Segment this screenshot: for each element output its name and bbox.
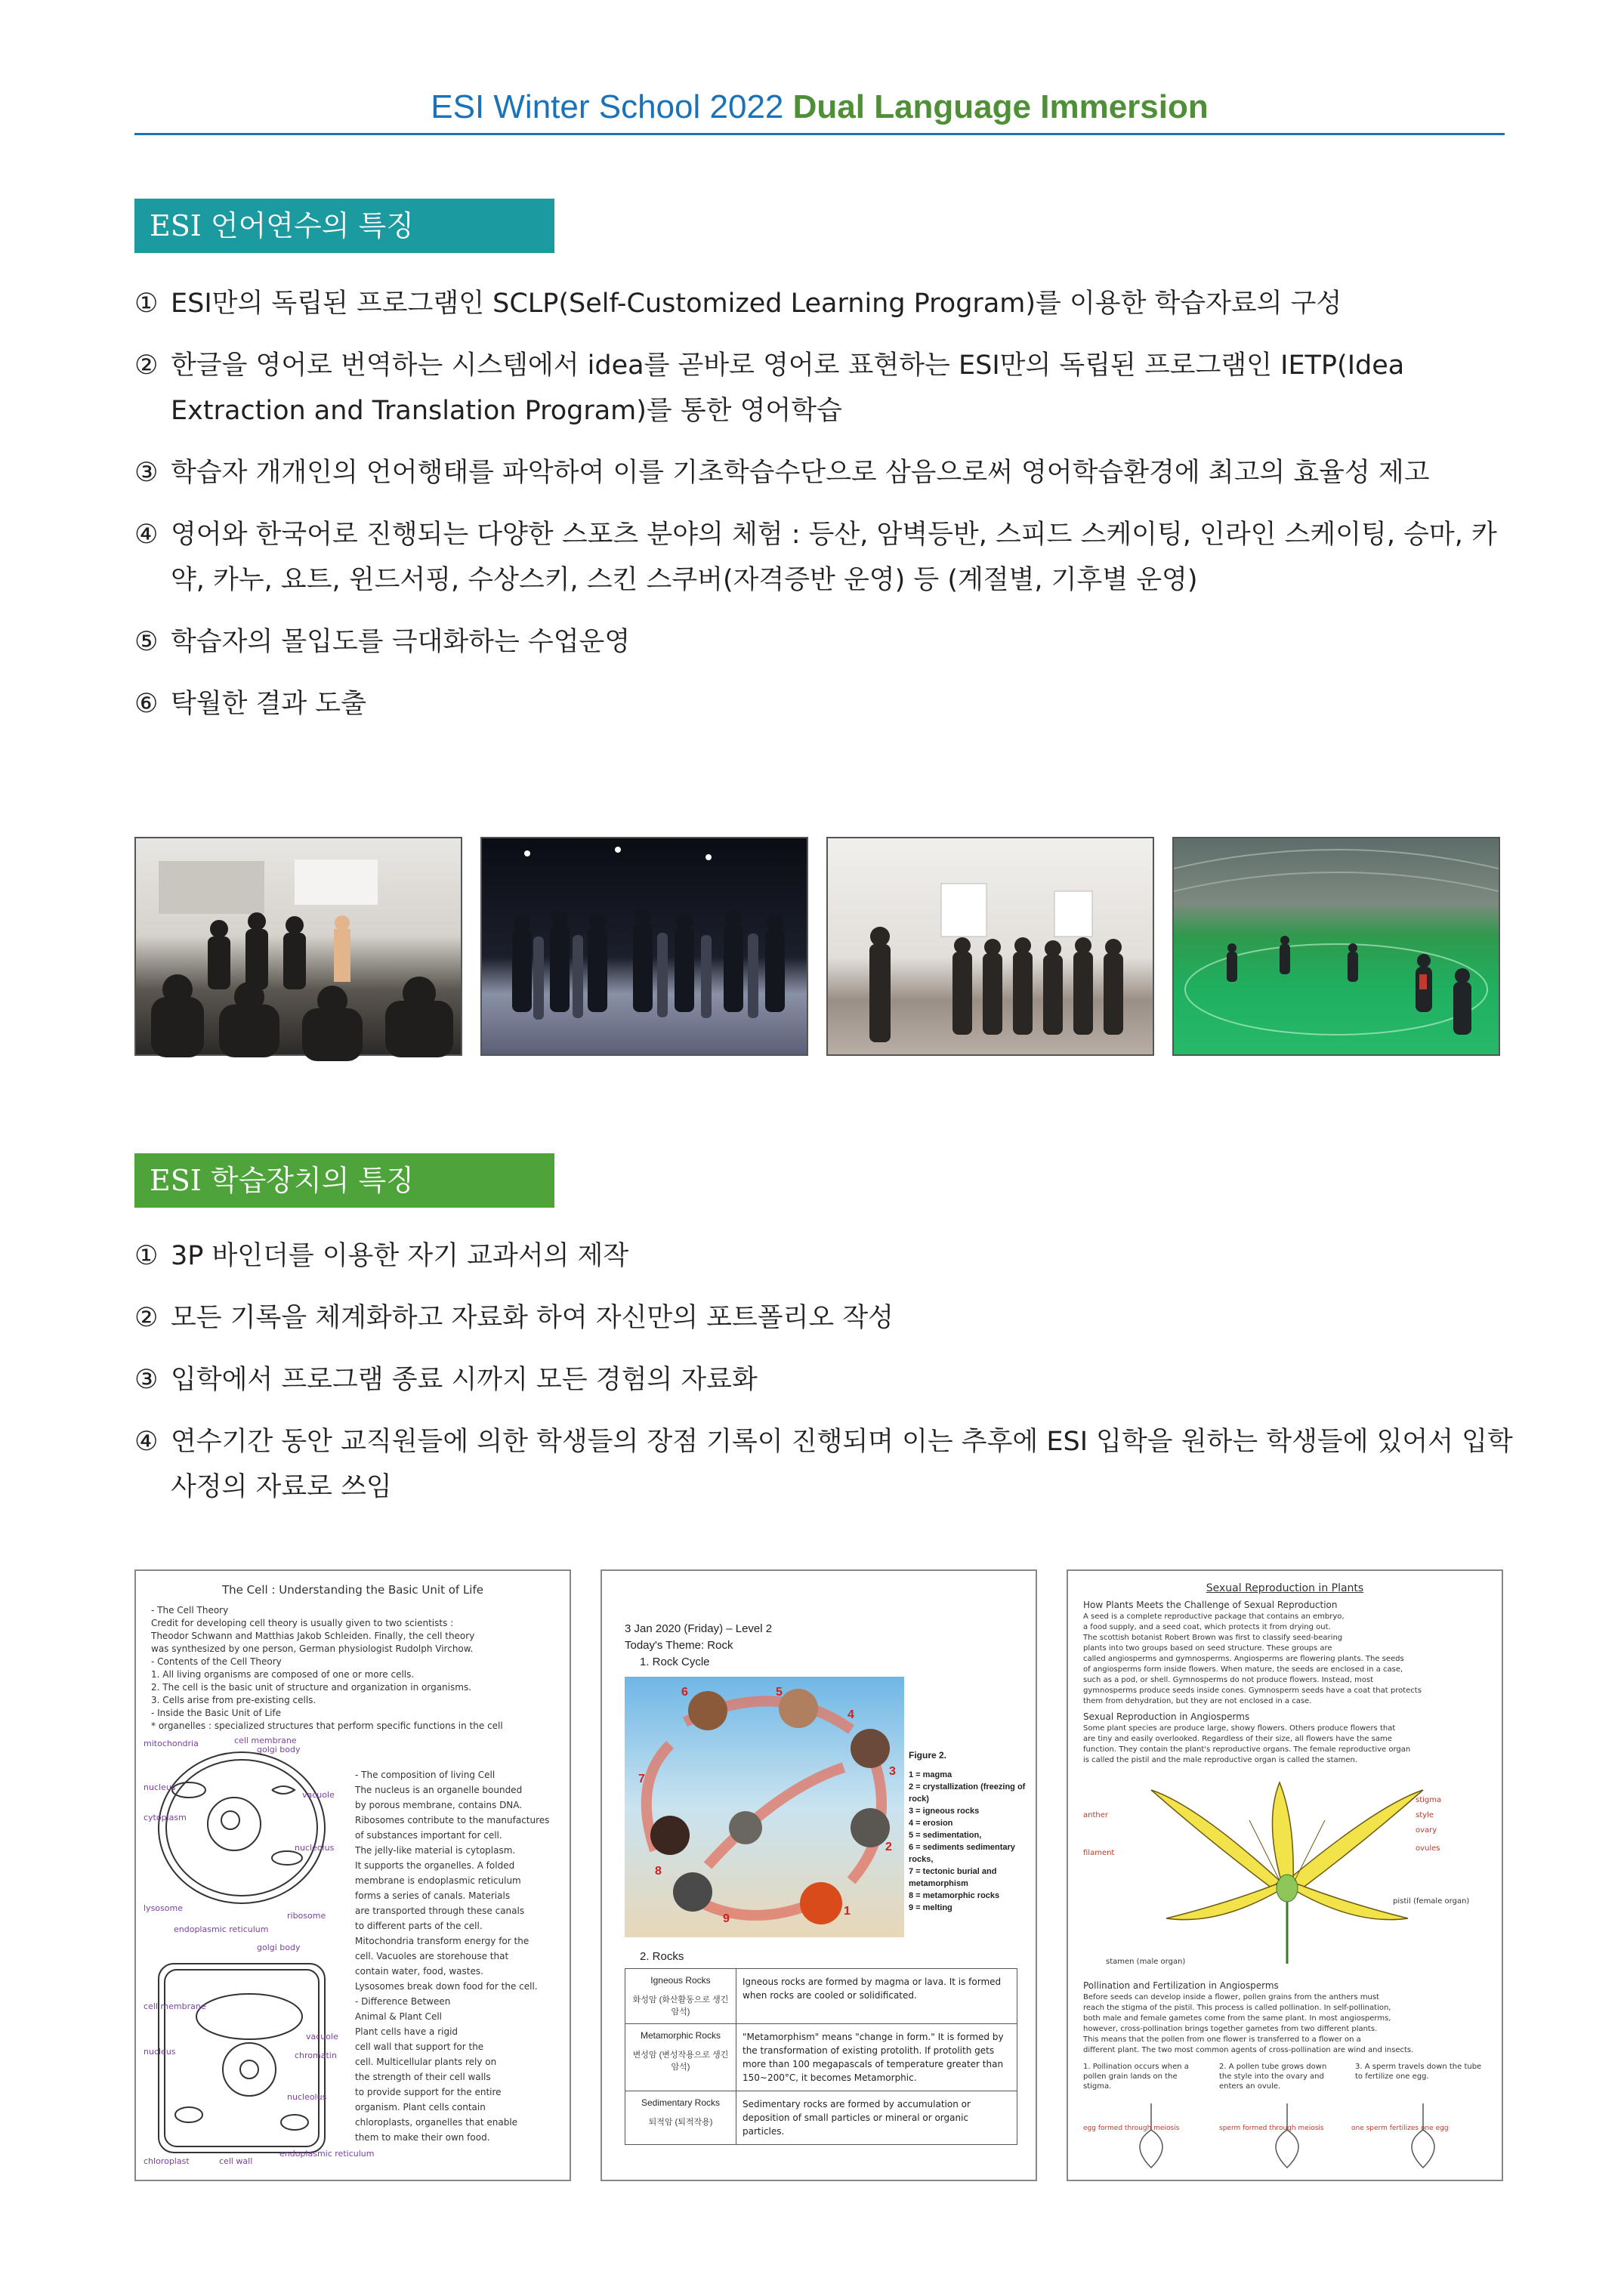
note-line: contain water, food, wastes. (355, 1966, 483, 1977)
list-item (134, 1419, 1517, 1510)
list-item (134, 343, 1517, 434)
doc-title: Sexual Reproduction in Plants (1206, 1582, 1364, 1594)
step-label: egg formed through meiosis (1083, 2125, 1180, 2132)
note-line: of angiosperms form inside flowers. When mature, the seeds are enclosed in a case, (1083, 1665, 1403, 1674)
step-label: one sperm fertilizes one egg (1351, 2125, 1449, 2132)
note-line: 9 = melting (909, 1903, 952, 1912)
label-mitochondria: mitochondria (144, 1739, 199, 1748)
note-line: Plant cells have a rigid (355, 2026, 458, 2037)
snowboard-photo-graphic (482, 838, 807, 1054)
note-line: Some plant species are produce large, showy flowers. Others produce flowers that (1083, 1724, 1396, 1733)
flower-label: stamen (male organ) (1106, 1958, 1186, 1966)
snowboard-photo (480, 837, 808, 1056)
gallery-photo (826, 837, 1154, 1056)
item-number: ① (134, 1241, 159, 1271)
section2-list (134, 1233, 1517, 1526)
subtitle: Pollination and Fertilization in Angiosperms (1083, 1980, 1279, 1991)
note-line: Animal & Plant Cell (355, 2011, 442, 2022)
note-line: 6 = sediments sedimentary rocks, (909, 1843, 1015, 1864)
label-er: endoplasmic reticulum (174, 1924, 269, 1934)
item-text: ESI만의 독립된 프로그램인 SCLP(Self-Customized Learning Program)를 이용한 학습자료의 구성 (171, 289, 1342, 319)
item-number: ⑥ (134, 689, 159, 719)
step-text: 1. Pollination occurs when a pollen grain lands on the stigma. (1083, 2063, 1189, 2091)
skating-rink-photo-graphic (1174, 838, 1499, 1054)
note-line: The nucleus is an organelle bounded (355, 1785, 523, 1795)
item-number: ① (134, 289, 159, 319)
note-line: reach the stigma of the pistil. This process is called pollination. In self-pollination, (1083, 2004, 1391, 2012)
cell-theory-notes (151, 1604, 559, 1733)
note-line: a food supply, and a seed coat, which protects it from drying out. (1083, 1623, 1331, 1631)
subtitle: How Plants Meets the Challenge of Sexual Reproduction (1083, 1600, 1338, 1610)
list-item (134, 681, 1517, 727)
flower-label: style (1416, 1811, 1434, 1819)
note-line: to provide support for the entire (355, 2087, 502, 2097)
cycle-number: 9 (723, 1912, 730, 1925)
rock-description: "Metamorphism" means "change in form." It is formed by the transformation of existing protolith. If protolith gets more than 100 megapascals of temperature greater than 150~200°C, it becomes Metamorphic. (736, 2024, 1017, 2091)
note-line: 2 = crystallization (freezing of rock) (909, 1782, 1026, 1804)
angiosperm-paragraph (1083, 1724, 1491, 1766)
label-cell-membrane: cell membrane (234, 1736, 297, 1745)
rock-description: Sedimentary rocks are formed by accumulation or deposition of small particles or mineral or organic particles. (736, 2091, 1017, 2145)
flower-label: ovules (1416, 1844, 1440, 1853)
note-line: The scottish botanist Robert Brown was first to classify seed-bearing (1083, 1634, 1343, 1642)
note-line: plants into two groups based on seed structure. These groups are (1083, 1644, 1332, 1653)
label-nucleolus: nucleolus (295, 1843, 335, 1853)
cell-notes-page (134, 1569, 571, 2181)
flower-diagram (1083, 1775, 1491, 1971)
cell-diagrams (144, 1736, 375, 2168)
label-cytoplasm: cytoplasm (144, 1813, 187, 1822)
note-line: 8 = metamorphic rocks (909, 1891, 1000, 1900)
header-title-green: Dual Language Immersion (792, 88, 1209, 125)
note-line: both male and female gametes come from the same plant. In most angiosperms, (1083, 2014, 1391, 2023)
item-text: 한글을 영어로 번역하는 시스템에서 idea를 곧바로 영어로 표현하는 ESI만의 독립된 프로그램인 IETP(Idea Extraction and Translation Program)를 통한 영어학습 (171, 350, 1405, 426)
label-nucleolus-2: nucleolus (287, 2092, 327, 2102)
note-line: is called the pistil and the male reproductive organ is called the stamen. (1083, 1756, 1358, 1764)
doc-date: 3 Jan 2020 (Friday) – Level 2 (625, 1622, 773, 1635)
label-vacuole-2: vacuole (306, 2032, 338, 2041)
note-line: 7 = tectonic burial and metamorphism (909, 1867, 997, 1888)
list-item (134, 619, 1517, 665)
list-item (134, 1357, 1517, 1403)
rock-name: Igneous Rocks (650, 1975, 711, 1986)
label-cell-membrane-2: cell membrane (144, 2001, 206, 2011)
note-line: different plant. The two most common agents of cross-pollination are wind and insects. (1083, 2046, 1414, 2054)
note-line: Mitochondria transform energy for the (355, 1936, 529, 1946)
note-line: 4 = erosion (909, 1819, 953, 1828)
label-cell-wall: cell wall (219, 2156, 253, 2166)
section1-heading: ESI 언어연수의 특징 (134, 199, 554, 253)
header-title-blue: ESI Winter School 2022 (431, 88, 784, 125)
item-number: ④ (134, 1427, 159, 1457)
label-golgi-body-2: golgi body (257, 1943, 301, 1952)
doc-section: 1. Rock Cycle (640, 1656, 710, 1668)
note-line: - Contents of the Cell Theory (151, 1656, 282, 1667)
note-line: are tiny and easily overlooked. Regardless of their size, all flowers have the same (1083, 1735, 1392, 1743)
item-text: 모든 기록을 체계화하고 자료화 하여 자신만의 포트폴리오 작성 (171, 1303, 894, 1333)
flower-label: filament (1083, 1849, 1115, 1857)
item-number: ② (134, 350, 159, 381)
note-line: membrane is endoplasmic reticulum (355, 1875, 521, 1886)
cycle-number: 4 (848, 1708, 854, 1721)
pollination-steps-diagram (1083, 2100, 1491, 2175)
rock-korean: 변성암 (변성작용으로 생긴 암석) (632, 2051, 729, 2072)
note-line: function. They contain the plant's reproductive organs. The female reproductive organ (1083, 1745, 1411, 1754)
skating-rink-photo (1172, 837, 1500, 1056)
note-line: forms a series of canals. Materials (355, 1890, 511, 1901)
step-label: sperm formed through meiosis (1219, 2125, 1324, 2132)
note-line: organism. Plant cells contain (355, 2102, 486, 2112)
note-line: Lysosomes break down food for the cell. (355, 1981, 538, 1992)
list-item (134, 450, 1517, 495)
note-line: Credit for developing cell theory is usually given to two scientists : (151, 1618, 454, 1628)
note-line: 3 = igneous rocks (909, 1807, 980, 1816)
note-line: * organelles : specialized structures that perform specific functions in the cell (151, 1721, 503, 1731)
rocks-table (625, 1968, 1017, 2145)
figure-label: Figure 2. (909, 1750, 947, 1761)
label-golgi-body: golgi body (257, 1745, 301, 1754)
flower-label: pistil (female organ) (1393, 1897, 1470, 1906)
label-ribosome: ribosome (287, 1911, 326, 1921)
doc-theme: Today's Theme: Rock (625, 1639, 733, 1652)
note-line: The jelly-like material is cytoplasm. (355, 1845, 516, 1856)
label-er-2: endoplasmic reticulum (279, 2149, 375, 2159)
table-row (625, 1969, 1017, 2024)
note-line: cell. Multicellular plants rely on (355, 2057, 497, 2067)
note-line: cell. Vacuoles are storehouse that (355, 1951, 509, 1961)
flower-label: stigma (1416, 1796, 1442, 1804)
rock-description: Igneous rocks are formed by magma or lava. It is formed when rocks are cooled or solidificated. (736, 1969, 1017, 2024)
section1-list (134, 281, 1517, 743)
label-chloroplast: chloroplast (144, 2156, 190, 2166)
note-line: Theodor Schwann and Matthias Jakob Schleiden. Finally, the cell theory (151, 1631, 475, 1641)
item-text: 학습자의 몰입도를 극대화하는 수업운영 (171, 627, 631, 657)
item-number: ③ (134, 1365, 159, 1395)
note-line: however, cross-pollination brings together gametes from two different plants. (1083, 2025, 1378, 2033)
list-item (134, 1233, 1517, 1279)
plant-notes-page (1067, 1569, 1503, 2181)
item-number: ③ (134, 458, 159, 488)
cycle-number: 7 (638, 1773, 645, 1785)
gallery-photo-graphic (828, 838, 1153, 1054)
doc-title: The Cell : Understanding the Basic Unit of Life (221, 1583, 483, 1597)
cycle-number: 5 (776, 1686, 783, 1699)
note-line: called angiosperms and gymnosperms. Angiosperms are flowering plants. The seeds (1083, 1655, 1404, 1663)
note-line: them to make their own food. (355, 2132, 490, 2143)
seed-paragraph (1083, 1612, 1491, 1707)
cycle-number: 6 (681, 1686, 688, 1699)
step-text: 2. A pollen tube grows down the style into the ovary and enters an ovule. (1219, 2063, 1327, 2091)
flower-label: anther (1083, 1811, 1108, 1819)
note-line: 3. Cells arise from pre-existing cells. (151, 1695, 316, 1705)
item-text: 영어와 한국어로 진행되는 다양한 스포츠 분야의 체험 : 등산, 암벽등반, 스피드 스케이팅, 인라인 스케이팅, 승마, 카약, 카누, 요트, 윈드서핑, 수상스키, 스킨 스쿠버(자격증반 운영) 등 (계절별, 기후별 운영) (171, 520, 1497, 595)
note-line: such as a pod, or shell. Gymnosperms do not produce flowers. Instead, most (1083, 1676, 1374, 1684)
cycle-number: 2 (885, 1841, 892, 1853)
section2-heading: ESI 학습장치의 특징 (134, 1153, 554, 1208)
note-line: - Difference Between (355, 1996, 451, 2007)
note-line: 2. The cell is the basic unit of structure and organization in organisms. (151, 1682, 472, 1693)
cycle-number: 3 (889, 1765, 896, 1778)
pollination-paragraph (1083, 1992, 1491, 2056)
list-item (134, 512, 1517, 603)
note-line: 5 = sedimentation, (909, 1831, 982, 1840)
note-line: A seed is a complete reproductive package that contains an embryo, (1083, 1613, 1345, 1621)
label-chromatin: chromatin (295, 2051, 337, 2060)
item-text: 입학에서 프로그램 종료 시까지 모든 경험의 자료화 (171, 1365, 758, 1395)
item-number: ② (134, 1303, 159, 1333)
note-line: are transported through these canals (355, 1906, 525, 1916)
rock-korean: 퇴적암 (퇴적작용) (648, 2118, 713, 2127)
subtitle: Sexual Reproduction in Angiosperms (1083, 1711, 1250, 1722)
table-row (625, 2024, 1017, 2091)
rock-name: Metamorphic Rocks (640, 2030, 721, 2041)
note-line: cell wall that support for the (355, 2041, 484, 2052)
note-line: - The Cell Theory (151, 1605, 229, 1616)
note-line: This means that the pollen from one flower is transferred to a flower on a (1083, 2035, 1361, 2044)
list-item (134, 281, 1517, 326)
note-line: to different parts of the cell. (355, 1921, 483, 1931)
label-nucleus-2: nucleus (144, 2047, 176, 2057)
note-line: was synthesized by one person, German physiologist Rudolph Virchow. (151, 1643, 474, 1654)
list-item (134, 1295, 1517, 1341)
step-text: 3. A sperm travels down the tube to fertilize one egg. (1355, 2063, 1482, 2081)
label-lysosome: lysosome (144, 1903, 183, 1913)
classroom-photo-graphic (136, 838, 461, 1054)
note-line: 1. All living organisms are composed of one or more cells. (151, 1669, 415, 1680)
classroom-photo (134, 837, 462, 1056)
cycle-number: 1 (844, 1905, 851, 1918)
cycle-number: 8 (655, 1865, 662, 1878)
note-line: gymnosperms produce seeds inside cones. Gymnosperm seeds have a coat that protects (1083, 1687, 1422, 1695)
cell-composition-notes (355, 1767, 567, 2145)
item-text: 3P 바인더를 이용한 자기 교과서의 제작 (171, 1241, 629, 1271)
item-text: 탁월한 결과 도출 (171, 689, 366, 719)
rock-name: Sedimentary Rocks (641, 2097, 721, 2108)
note-line: of substances important for cell. (355, 1830, 502, 1841)
item-number: ④ (134, 520, 159, 550)
label-vacuole: vacuole (302, 1790, 335, 1800)
note-line: chloroplasts, organelles that enable (355, 2117, 518, 2128)
table-row (625, 2091, 1017, 2145)
note-line: the strength of their cell walls (355, 2072, 491, 2082)
rock-notes-page (601, 1569, 1037, 2181)
flower-label: ovary (1416, 1826, 1437, 1835)
rock-cycle-legend (909, 1769, 1030, 1914)
rock-korean: 화성암 (화산활동으로 생긴 암석) (632, 1995, 729, 2017)
note-line: - The composition of living Cell (355, 1770, 496, 1780)
note-line: by porous membrane, contains DNA. (355, 1800, 523, 1810)
note-line: Before seeds can develop inside a flower, pollen grains from the anthers must (1083, 1993, 1379, 2001)
rocks-heading: 2. Rocks (640, 1950, 684, 1963)
item-number: ⑤ (134, 627, 159, 657)
note-line: - Inside the Basic Unit of Life (151, 1708, 282, 1718)
item-text: 학습자 개개인의 언어행태를 파악하여 이를 기초학습수단으로 삼음으로써 영어학습환경에 최고의 효율성 제고 (171, 458, 1430, 488)
note-line: 1 = magma (909, 1770, 952, 1779)
label-nucleus: nucleus (144, 1782, 176, 1792)
page-header (134, 82, 1505, 135)
note-line: Ribosomes contribute to the manufactures (355, 1815, 550, 1825)
rock-cycle-figure (625, 1677, 904, 1937)
note-line: It supports the organelles. A folded (355, 1860, 515, 1871)
note-line: them from dehydration, but they are not enclosed in a case. (1083, 1697, 1312, 1705)
item-text: 연수기간 동안 교직원들에 의한 학생들의 장점 기록이 진행되며 이는 추후에 ESI 입학을 원하는 학생들에 있어서 입학사정의 자료로 쓰임 (171, 1427, 1513, 1502)
